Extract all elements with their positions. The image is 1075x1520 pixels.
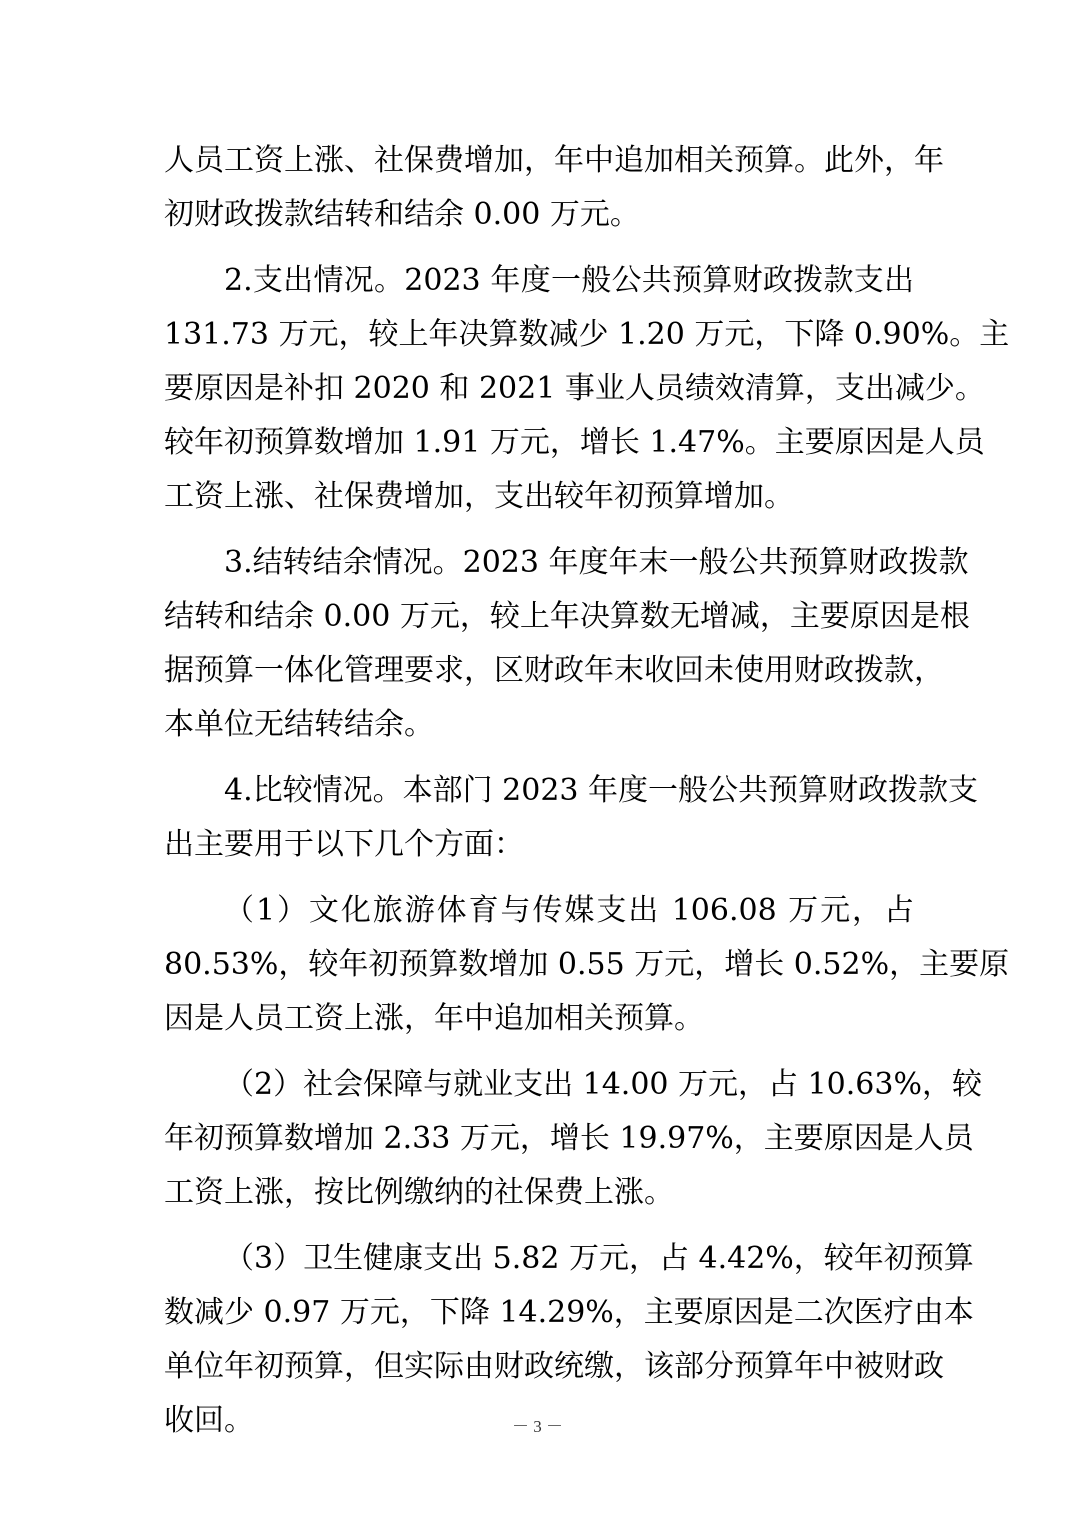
text-line: 收回。 (164, 1403, 254, 1438)
section-heading-line: 3.结转结余情况。2023 年度年末一般公共预算财政拨款 (224, 545, 969, 580)
list-item-line: （2）社会保障与就业支出 14.00 万元，占 10.63%，较 (224, 1067, 982, 1102)
page-number: － 3 － (512, 1417, 563, 1436)
text-line: 人员工资上涨、社保费增加，年中追加相关预算。此外，年 (164, 143, 944, 178)
text-line: 数减少 0.97 万元，下降 14.29%，主要原因是二次医疗由本 (164, 1295, 974, 1330)
text-line: 要原因是补扣 2020 和 2021 事业人员绩效清算，支出减少。 (164, 371, 985, 406)
text-line: 工资上涨，按比例缴纳的社保费上涨。 (164, 1175, 674, 1210)
list-item-line: （3）卫生健康支出 5.82 万元，占 4.42%，较年初预算 (224, 1241, 974, 1276)
section-heading-line: 4.比较情况。本部门 2023 年度一般公共预算财政拨款支 (224, 773, 979, 808)
section-heading-line: 2.支出情况。2023 年度一般公共预算财政拨款支出 (224, 263, 914, 298)
text-line: 据预算一体化管理要求，区财政年末收回未使用财政拨款， (164, 653, 944, 688)
text-line: 工资上涨、社保费增加，支出较年初预算增加。 (164, 479, 794, 514)
text-line: 131.73 万元，较上年决算数减少 1.20 万元，下降 0.90%。主 (164, 317, 1010, 352)
text-line: 因是人员工资上涨，年中追加相关预算。 (164, 1001, 704, 1036)
text-line: 80.53%，较年初预算数增加 0.55 万元，增长 0.52%，主要原 (164, 947, 1010, 982)
list-item-line: （1）文化旅游体育与传媒支出 106.08 万元，占 (224, 893, 914, 928)
text-line: 出主要用于以下几个方面： (164, 827, 524, 862)
text-line: 单位年初预算，但实际由财政统缴，该部分预算年中被财政 (164, 1349, 944, 1384)
text-line: 年初预算数增加 2.33 万元，增长 19.97%，主要原因是人员 (164, 1121, 974, 1156)
text-line: 结转和结余 0.00 万元，较上年决算数无增减，主要原因是根 (164, 599, 970, 634)
text-line: 较年初预算数增加 1.91 万元，增长 1.47%。主要原因是人员 (164, 425, 985, 460)
text-line: 本单位无结转结余。 (164, 707, 434, 742)
body-text (164, 134, 1010, 1448)
text-line: 初财政拨款结转和结余 0.00 万元。 (164, 197, 640, 232)
